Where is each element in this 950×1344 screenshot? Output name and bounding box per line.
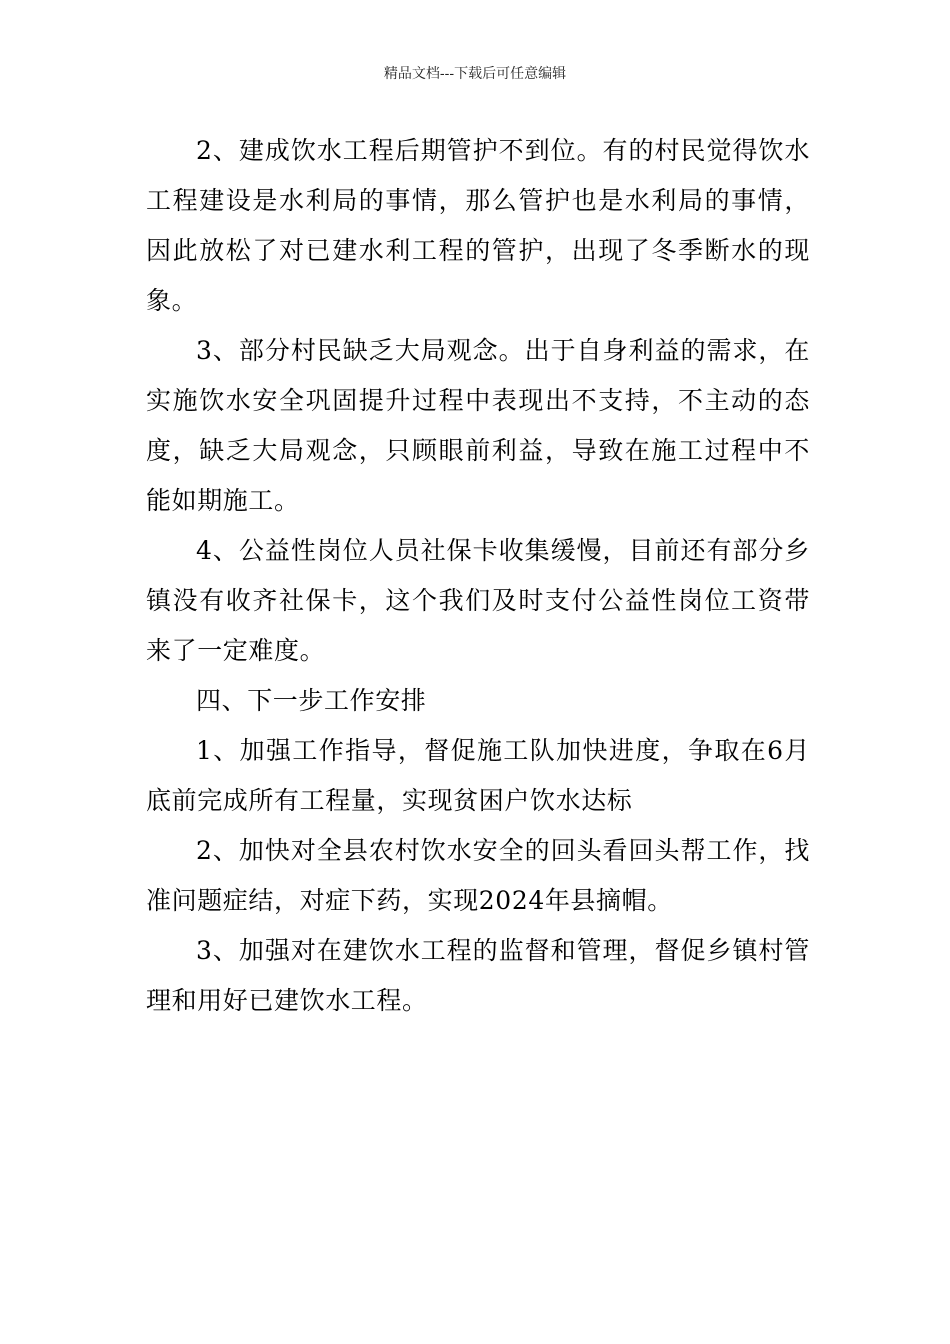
paragraph-issue-4: 4、公益性岗位人员社保卡收集缓慢，目前还有部分乡镇没有收齐社保卡，这个我们及时支付公益性岗位工资带来了一定难度。 bbox=[146, 536, 810, 665]
paragraph-plan-1: 1、加强工作指导，督促施工队加快进度，争取在6月底前完成所有工程量，实现贫困户饮水达标 bbox=[146, 736, 810, 815]
section-heading-next-steps: 四、下一步工作安排 bbox=[196, 686, 427, 715]
paragraph-issue-3: 3、部分村民缺乏大局观念。出于自身利益的需求，在实施饮水安全巩固提升过程中表现出不支持，不主动的态度，缺乏大局观念，只顾眼前利益，导致在施工过程中不能如期施工。 bbox=[146, 336, 810, 515]
document-body bbox=[146, 126, 810, 1026]
paragraph-plan-3: 3、加强对在建饮水工程的监督和管理，督促乡镇村管理和用好已建饮水工程。 bbox=[146, 936, 810, 1015]
paragraph-plan-2: 2、加快对全县农村饮水安全的回头看回头帮工作，找准问题症结，对症下药，实现2024年县摘帽。 bbox=[146, 836, 810, 915]
page-header: 精品文档---下载后可任意编辑 bbox=[383, 66, 567, 82]
paragraph-issue-2: 2、建成饮水工程后期管护不到位。有的村民觉得饮水工程建设是水利局的事情，那么管护也是水利局的事情，因此放松了对已建水利工程的管护，出现了冬季断水的现象。 bbox=[146, 136, 810, 315]
